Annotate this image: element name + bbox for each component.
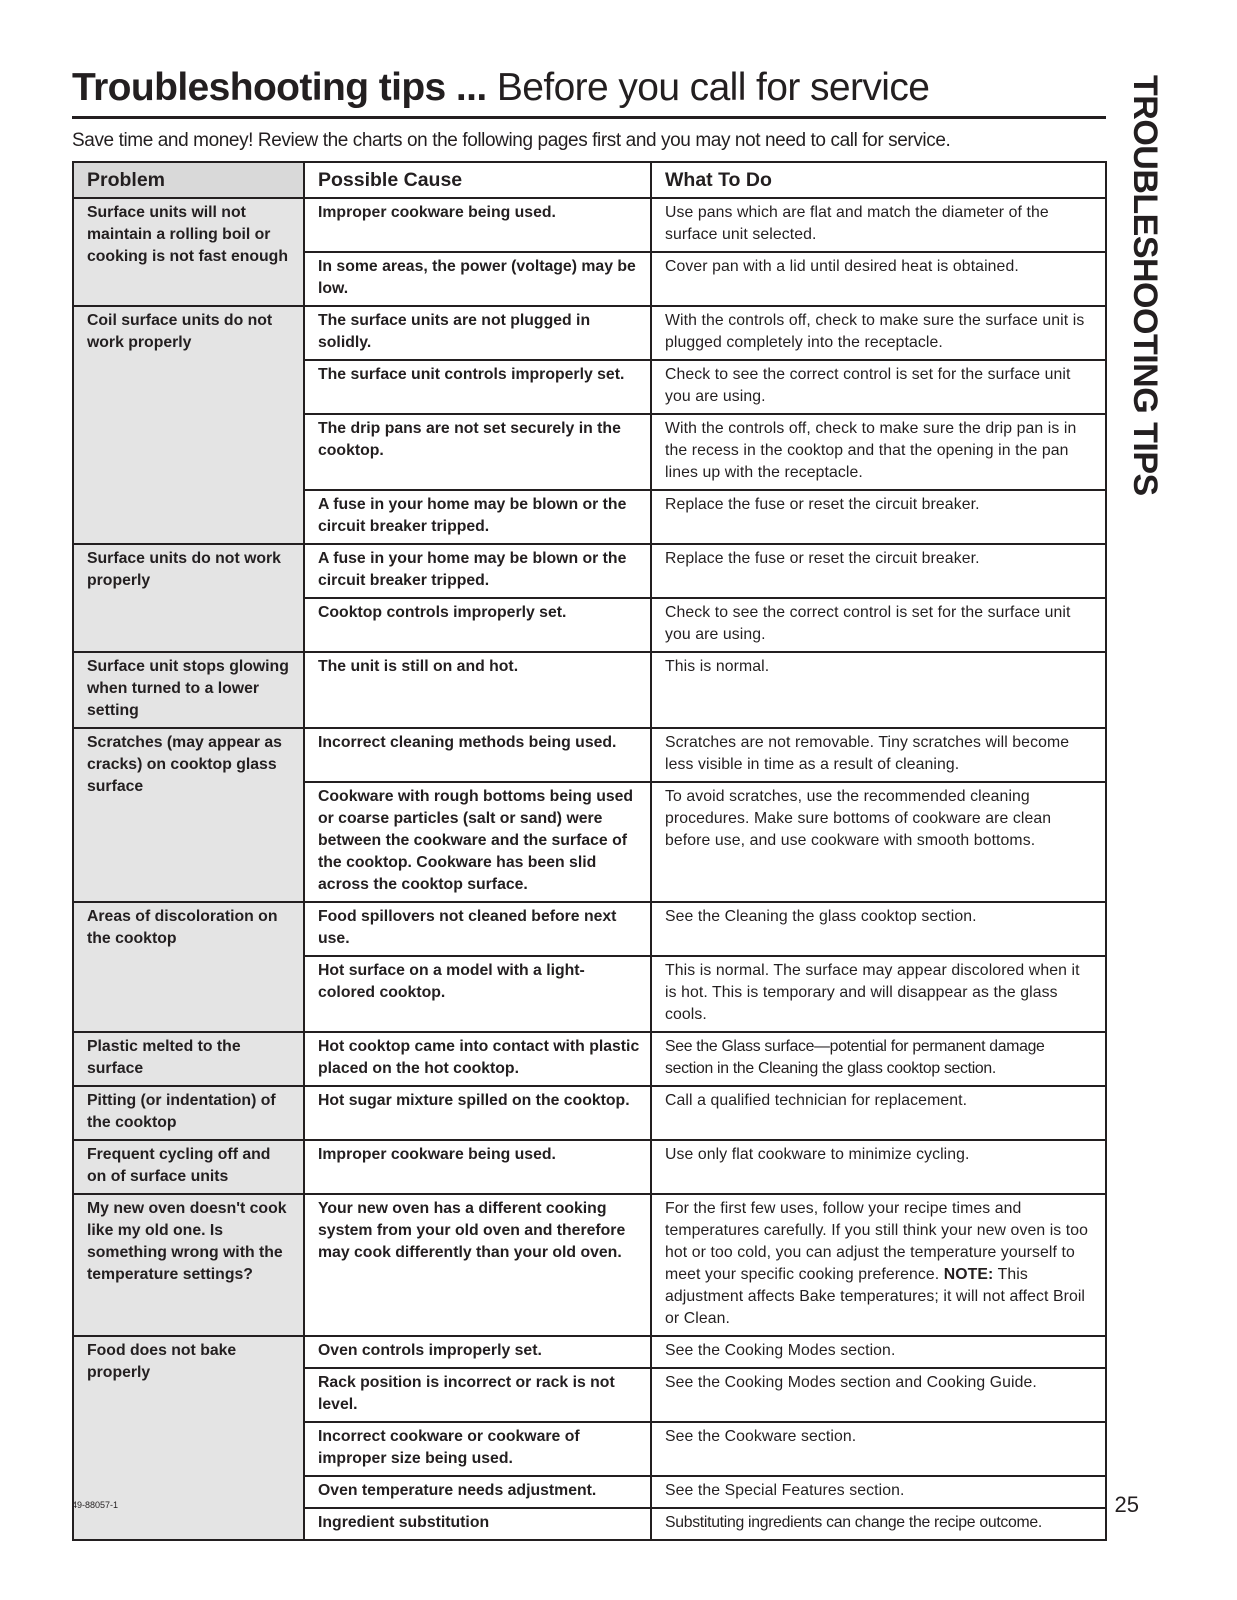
todo-cell: With the controls off, check to make sure the surface unit is plugged completely into the receptacle.: [651, 306, 1106, 360]
todo-cell: See the Cooking Modes section and Cooking Guide.: [651, 1368, 1106, 1422]
todo-cell: This is normal.: [651, 652, 1106, 728]
cause-cell: Food spillovers not cleaned before next use.: [304, 902, 651, 956]
todo-cell: Cover pan with a lid until desired heat is obtained.: [651, 252, 1106, 306]
todo-cell: See the Glass surface—potential for permanent damage section in the Cleaning the glass cooktop section.: [651, 1032, 1106, 1086]
problem-cell: Pitting (or indentation) of the cooktop: [73, 1086, 304, 1140]
problem-cell: Surface units do not work properly: [73, 544, 304, 652]
cause-cell: Incorrect cookware or cookware of improper size being used.: [304, 1422, 651, 1476]
note-label: NOTE:: [943, 1266, 994, 1283]
problem-cell: Frequent cycling off and on of surface units: [73, 1140, 304, 1194]
cause-cell: Hot sugar mixture spilled on the cooktop.: [304, 1086, 651, 1140]
table-row: [73, 1032, 1106, 1086]
todo-cell: Use only flat cookware to minimize cycling.: [651, 1140, 1106, 1194]
todo-cell: Replace the fuse or reset the circuit breaker.: [651, 544, 1106, 598]
todo-cell: Check to see the correct control is set for the surface unit you are using.: [651, 360, 1106, 414]
cause-cell: Cookware with rough bottoms being used or coarse particles (salt or sand) were between the cookware and the surface of the cooktop. Cookware has been slid across the cooktop surface.: [304, 782, 651, 902]
problem-cell: Surface unit stops glowing when turned to a lower setting: [73, 652, 304, 728]
cause-cell: Ingredient substitution: [304, 1508, 651, 1540]
todo-cell: Check to see the correct control is set for the surface unit you are using.: [651, 598, 1106, 652]
table-row: [73, 1086, 1106, 1140]
title-rule: [72, 116, 1106, 119]
todo-cell: With the controls off, check to make sure the drip pan is in the recess in the cooktop and that the opening in the pan lines up with the receptacle.: [651, 414, 1106, 490]
cause-cell: Hot surface on a model with a light-colored cooktop.: [304, 956, 651, 1032]
header-possible-cause: Possible Cause: [304, 162, 651, 198]
troubleshooting-table: [72, 161, 1107, 1541]
note-text: This adjustment affects Bake temperatures; it will not affect Broil or Clean.: [665, 1266, 1086, 1327]
todo-cell: See the Cleaning the glass cooktop section.: [651, 902, 1106, 956]
todo-cell: [651, 1194, 1106, 1336]
cause-cell: Incorrect cleaning methods being used.: [304, 728, 651, 782]
todo-text: For the first few uses, follow your recipe times and temperatures carefully. If you still think your new oven is too hot or too cold, you can adjust the temperature yourself to meet your specific cooking preference.: [665, 1200, 1089, 1283]
table-row: [73, 1140, 1106, 1194]
intro-text: Save time and money! Review the charts on the following pages first and you may not need to call for service.: [72, 130, 951, 151]
side-tab-label: TROUBLESHOOTING TIPS: [1126, 75, 1164, 496]
todo-cell: See the Special Features section.: [651, 1476, 1106, 1508]
table-row: [73, 902, 1106, 956]
cause-cell: Improper cookware being used.: [304, 198, 651, 252]
problem-cell: Food does not bake properly: [73, 1336, 304, 1540]
table-row: [73, 1194, 1106, 1336]
cause-cell: Oven controls improperly set.: [304, 1336, 651, 1368]
header-problem: Problem: [73, 162, 304, 198]
todo-cell: Scratches are not removable. Tiny scratches will become less visible in time as a result of cleaning.: [651, 728, 1106, 782]
todo-cell: To avoid scratches, use the recommended cleaning procedures. Make sure bottoms of cookware are clean before use, and use cookware with smooth bottoms.: [651, 782, 1106, 902]
todo-cell: See the Cookware section.: [651, 1422, 1106, 1476]
cause-cell: The surface units are not plugged in solidly.: [304, 306, 651, 360]
todo-cell: This is normal. The surface may appear discolored when it is hot. This is temporary and will disappear as the glass cools.: [651, 956, 1106, 1032]
cause-cell: Hot cooktop came into contact with plastic placed on the hot cooktop.: [304, 1032, 651, 1086]
todo-cell: See the Cooking Modes section.: [651, 1336, 1106, 1368]
title-bold: Troubleshooting tips ...: [72, 66, 487, 109]
table-row: [73, 544, 1106, 598]
document-number: 49-88057-1: [72, 1500, 119, 1510]
todo-cell: Substituting ingredients can change the recipe outcome.: [651, 1508, 1106, 1540]
cause-cell: Cooktop controls improperly set.: [304, 598, 651, 652]
problem-cell: Surface units will not maintain a rolling boil or cooking is not fast enough: [73, 198, 304, 306]
cause-cell: In some areas, the power (voltage) may be low.: [304, 252, 651, 306]
cause-cell: Your new oven has a different cooking system from your old oven and therefore may cook differently than your old oven.: [304, 1194, 651, 1336]
problem-cell: Scratches (may appear as cracks) on cooktop glass surface: [73, 728, 304, 902]
problem-cell: My new oven doesn't cook like my old one. Is something wrong with the temperature settings?: [73, 1194, 304, 1336]
cause-cell: A fuse in your home may be blown or the circuit breaker tripped.: [304, 544, 651, 598]
table-row: [73, 198, 1106, 252]
problem-cell: Plastic melted to the surface: [73, 1032, 304, 1086]
table-row: [73, 1336, 1106, 1368]
page-number: 25: [1114, 1492, 1139, 1517]
header-what-to-do: What To Do: [651, 162, 1106, 198]
cause-cell: The drip pans are not set securely in the cooktop.: [304, 414, 651, 490]
problem-cell: Coil surface units do not work properly: [73, 306, 304, 544]
todo-cell: Replace the fuse or reset the circuit breaker.: [651, 490, 1106, 544]
table-header-row: [73, 162, 1106, 198]
cause-cell: A fuse in your home may be blown or the circuit breaker tripped.: [304, 490, 651, 544]
table-row: [73, 306, 1106, 360]
todo-cell: Use pans which are flat and match the diameter of the surface unit selected.: [651, 198, 1106, 252]
page-title: [72, 62, 1106, 114]
table-row: [73, 728, 1106, 782]
todo-cell: Call a qualified technician for replacement.: [651, 1086, 1106, 1140]
table-body: [73, 198, 1106, 1540]
cause-cell: Rack position is incorrect or rack is not level.: [304, 1368, 651, 1422]
problem-cell: Areas of discoloration on the cooktop: [73, 902, 304, 1032]
cause-cell: Improper cookware being used.: [304, 1140, 651, 1194]
title-light: Before you call for service: [486, 66, 930, 109]
cause-cell: The surface unit controls improperly set.: [304, 360, 651, 414]
table-row: [73, 652, 1106, 728]
side-tab: [1120, 75, 1170, 535]
cause-cell: Oven temperature needs adjustment.: [304, 1476, 651, 1508]
cause-cell: The unit is still on and hot.: [304, 652, 651, 728]
